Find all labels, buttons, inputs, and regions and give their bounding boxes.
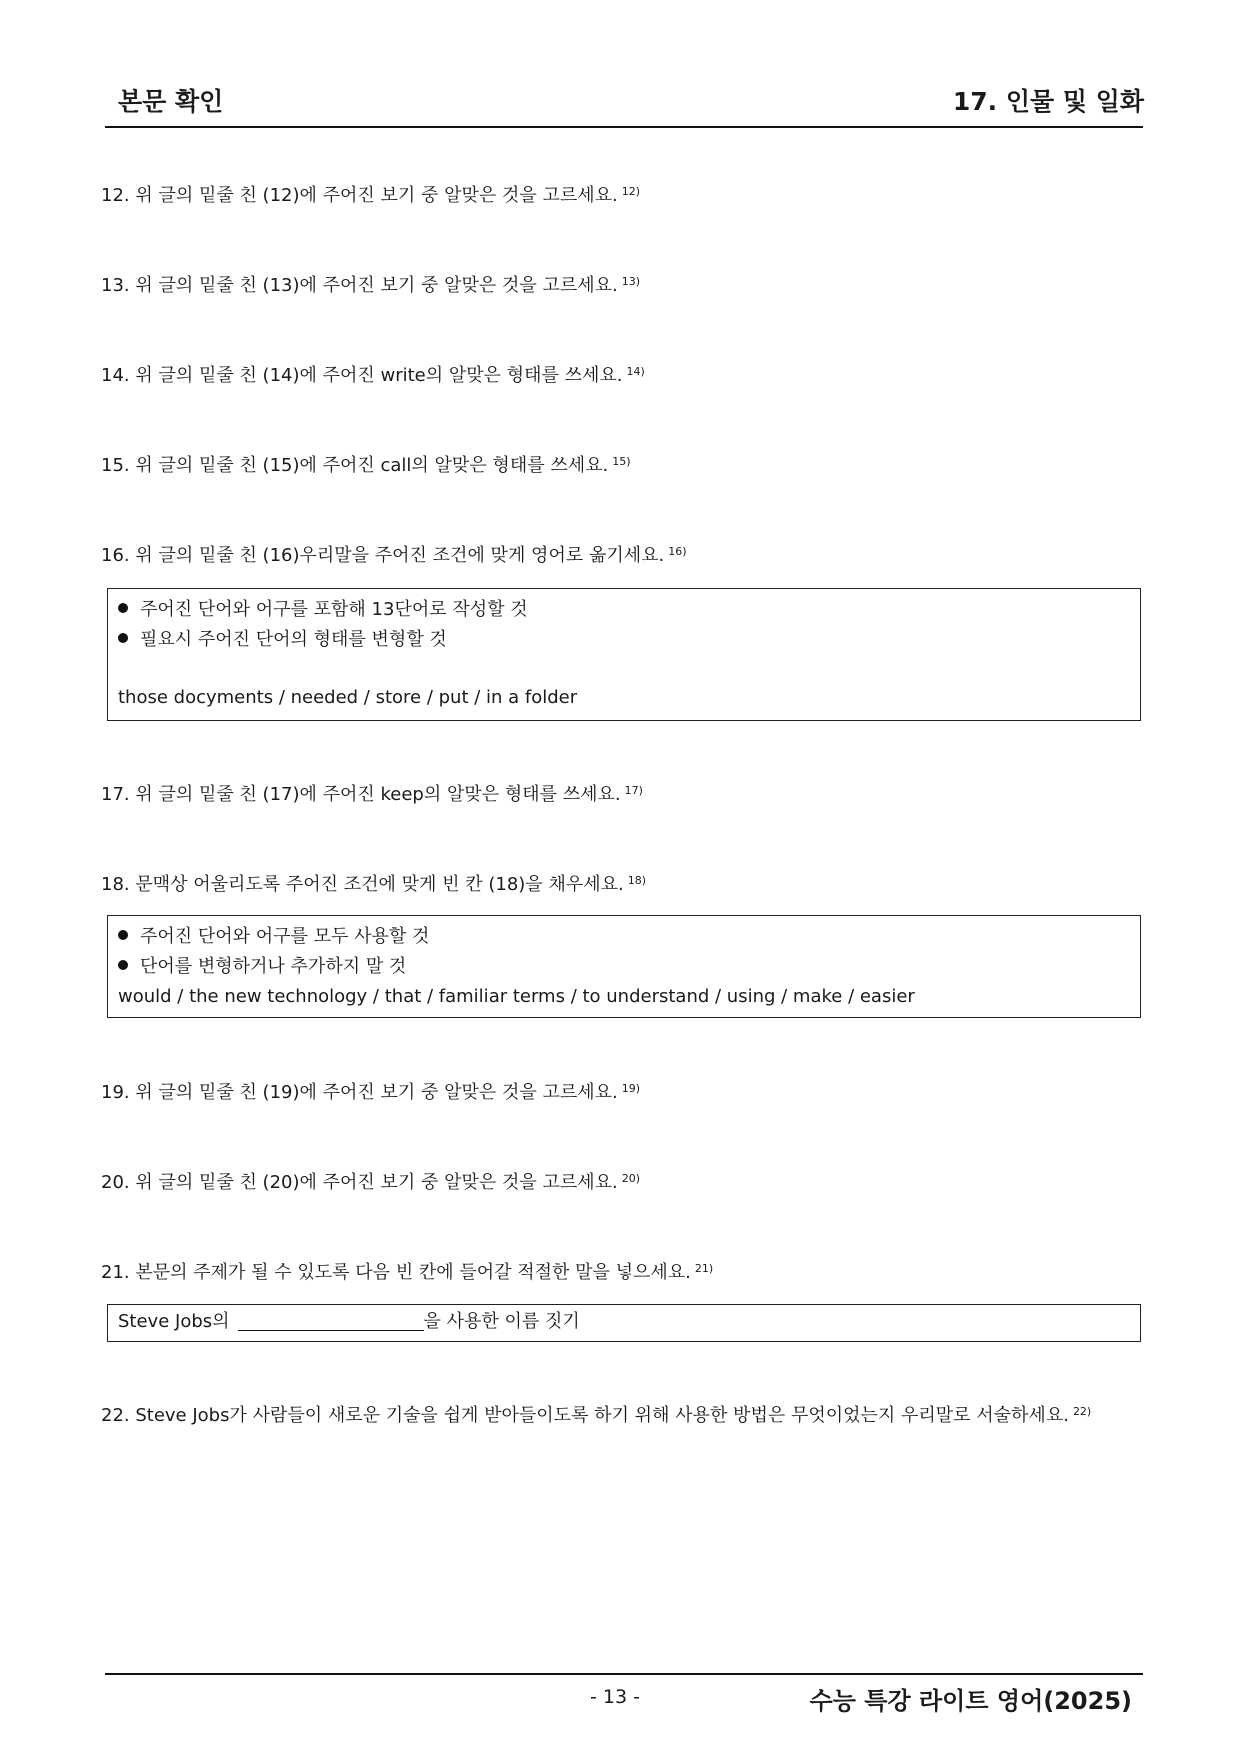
header-rule: [105, 126, 1143, 128]
question-15: 15. 위 글의 밑줄 친 (15)에 주어진 call의 알맞은 형태를 쓰세요. $^{15)}$: [101, 455, 631, 476]
condition-item: 주어진 단어와 어구를 모두 사용할 것: [118, 922, 1140, 952]
footnote-ref: 19): [621, 1082, 641, 1095]
footnote-ref: 21): [694, 1262, 714, 1275]
footnote-ref: 16): [668, 545, 687, 558]
footnote-ref: 22): [1072, 1405, 1092, 1418]
question-13: 13. 위 글의 밑줄 친 (13)에 주어진 보기 중 알맞은 것을 고르세요. $^{13)}$: [101, 275, 641, 296]
bullet-icon: [118, 930, 128, 940]
bullet-icon: [118, 960, 128, 970]
answer-suffix: 을 사용한 이름 짓기: [423, 1311, 580, 1332]
header-left-title: 본문 확인: [118, 87, 224, 116]
page-number: - 13 -: [590, 1686, 640, 1708]
footnote-ref: 15): [612, 455, 631, 468]
condition-item: 필요시 주어진 단어의 형태를 변형할 것: [118, 625, 1140, 655]
condition-item: 단어를 변형하거나 추가하지 말 것: [118, 952, 1140, 982]
footnote-ref: 14): [626, 365, 645, 378]
footnote-ref: 18): [627, 874, 647, 887]
footnote-ref: 12): [621, 185, 641, 198]
footnote-ref: 17): [624, 784, 643, 797]
answer-blank[interactable]: [238, 1310, 424, 1331]
question-14: 14. 위 글의 밑줄 친 (14)에 주어진 write의 알맞은 형태를 쓰세요. $^{14)}$: [101, 365, 645, 386]
answer-box-21: [107, 1304, 1141, 1342]
question-19: 19. 위 글의 밑줄 친 (19)에 주어진 보기 중 알맞은 것을 고르세요. $^{19)}$: [101, 1082, 641, 1103]
question-20: 20. 위 글의 밑줄 친 (20)에 주어진 보기 중 알맞은 것을 고르세요. $^{20)}$: [101, 1172, 641, 1193]
condition-box-18: [107, 915, 1141, 1018]
question-16: 16. 위 글의 밑줄 친 (16)우리말을 주어진 조건에 맞게 영어로 옮기세요. $^{16)}$: [101, 545, 687, 566]
bullet-icon: [118, 633, 128, 643]
word-list: those docyments / needed / store / put / in a folder: [118, 687, 578, 708]
footnote-ref: 20): [621, 1172, 641, 1185]
question-21: 21. 본문의 주제가 될 수 있도록 다음 빈 칸에 들어갈 적절한 말을 넣으세요. $^{21)}$: [101, 1262, 714, 1283]
header-right-title: 17. 인물 및 일화: [952, 87, 1144, 116]
footnote-ref: 13): [621, 275, 641, 288]
question-17: 17. 위 글의 밑줄 친 (17)에 주어진 keep의 알맞은 형태를 쓰세요. $^{17)}$: [101, 784, 643, 805]
footer-rule: [105, 1673, 1143, 1675]
footer-book-title: 수능 특강 라이트 영어(2025): [809, 1687, 1132, 1715]
condition-item: 주어진 단어와 어구를 포함해 13단어로 작성할 것: [118, 595, 1140, 625]
question-18: 18. 문맥상 어울리도록 주어진 조건에 맞게 빈 칸 (18)을 채우세요. $^{18)}$: [101, 874, 647, 895]
answer-prefix: Steve Jobs의: [118, 1311, 230, 1332]
bullet-icon: [118, 603, 128, 613]
question-22: 22. Steve Jobs가 사람들이 새로운 기술을 쉽게 받아들이도록 하기 위해 사용한 방법은 무엇이었는지 우리말로 서술하세요. $^{22)}$: [101, 1405, 1092, 1426]
condition-box-16: [107, 588, 1141, 721]
question-12: 12. 위 글의 밑줄 친 (12)에 주어진 보기 중 알맞은 것을 고르세요. $^{12)}$: [101, 185, 641, 206]
word-list: would / the new technology / that / familiar terms / to understand / using / make / easier: [118, 986, 915, 1007]
